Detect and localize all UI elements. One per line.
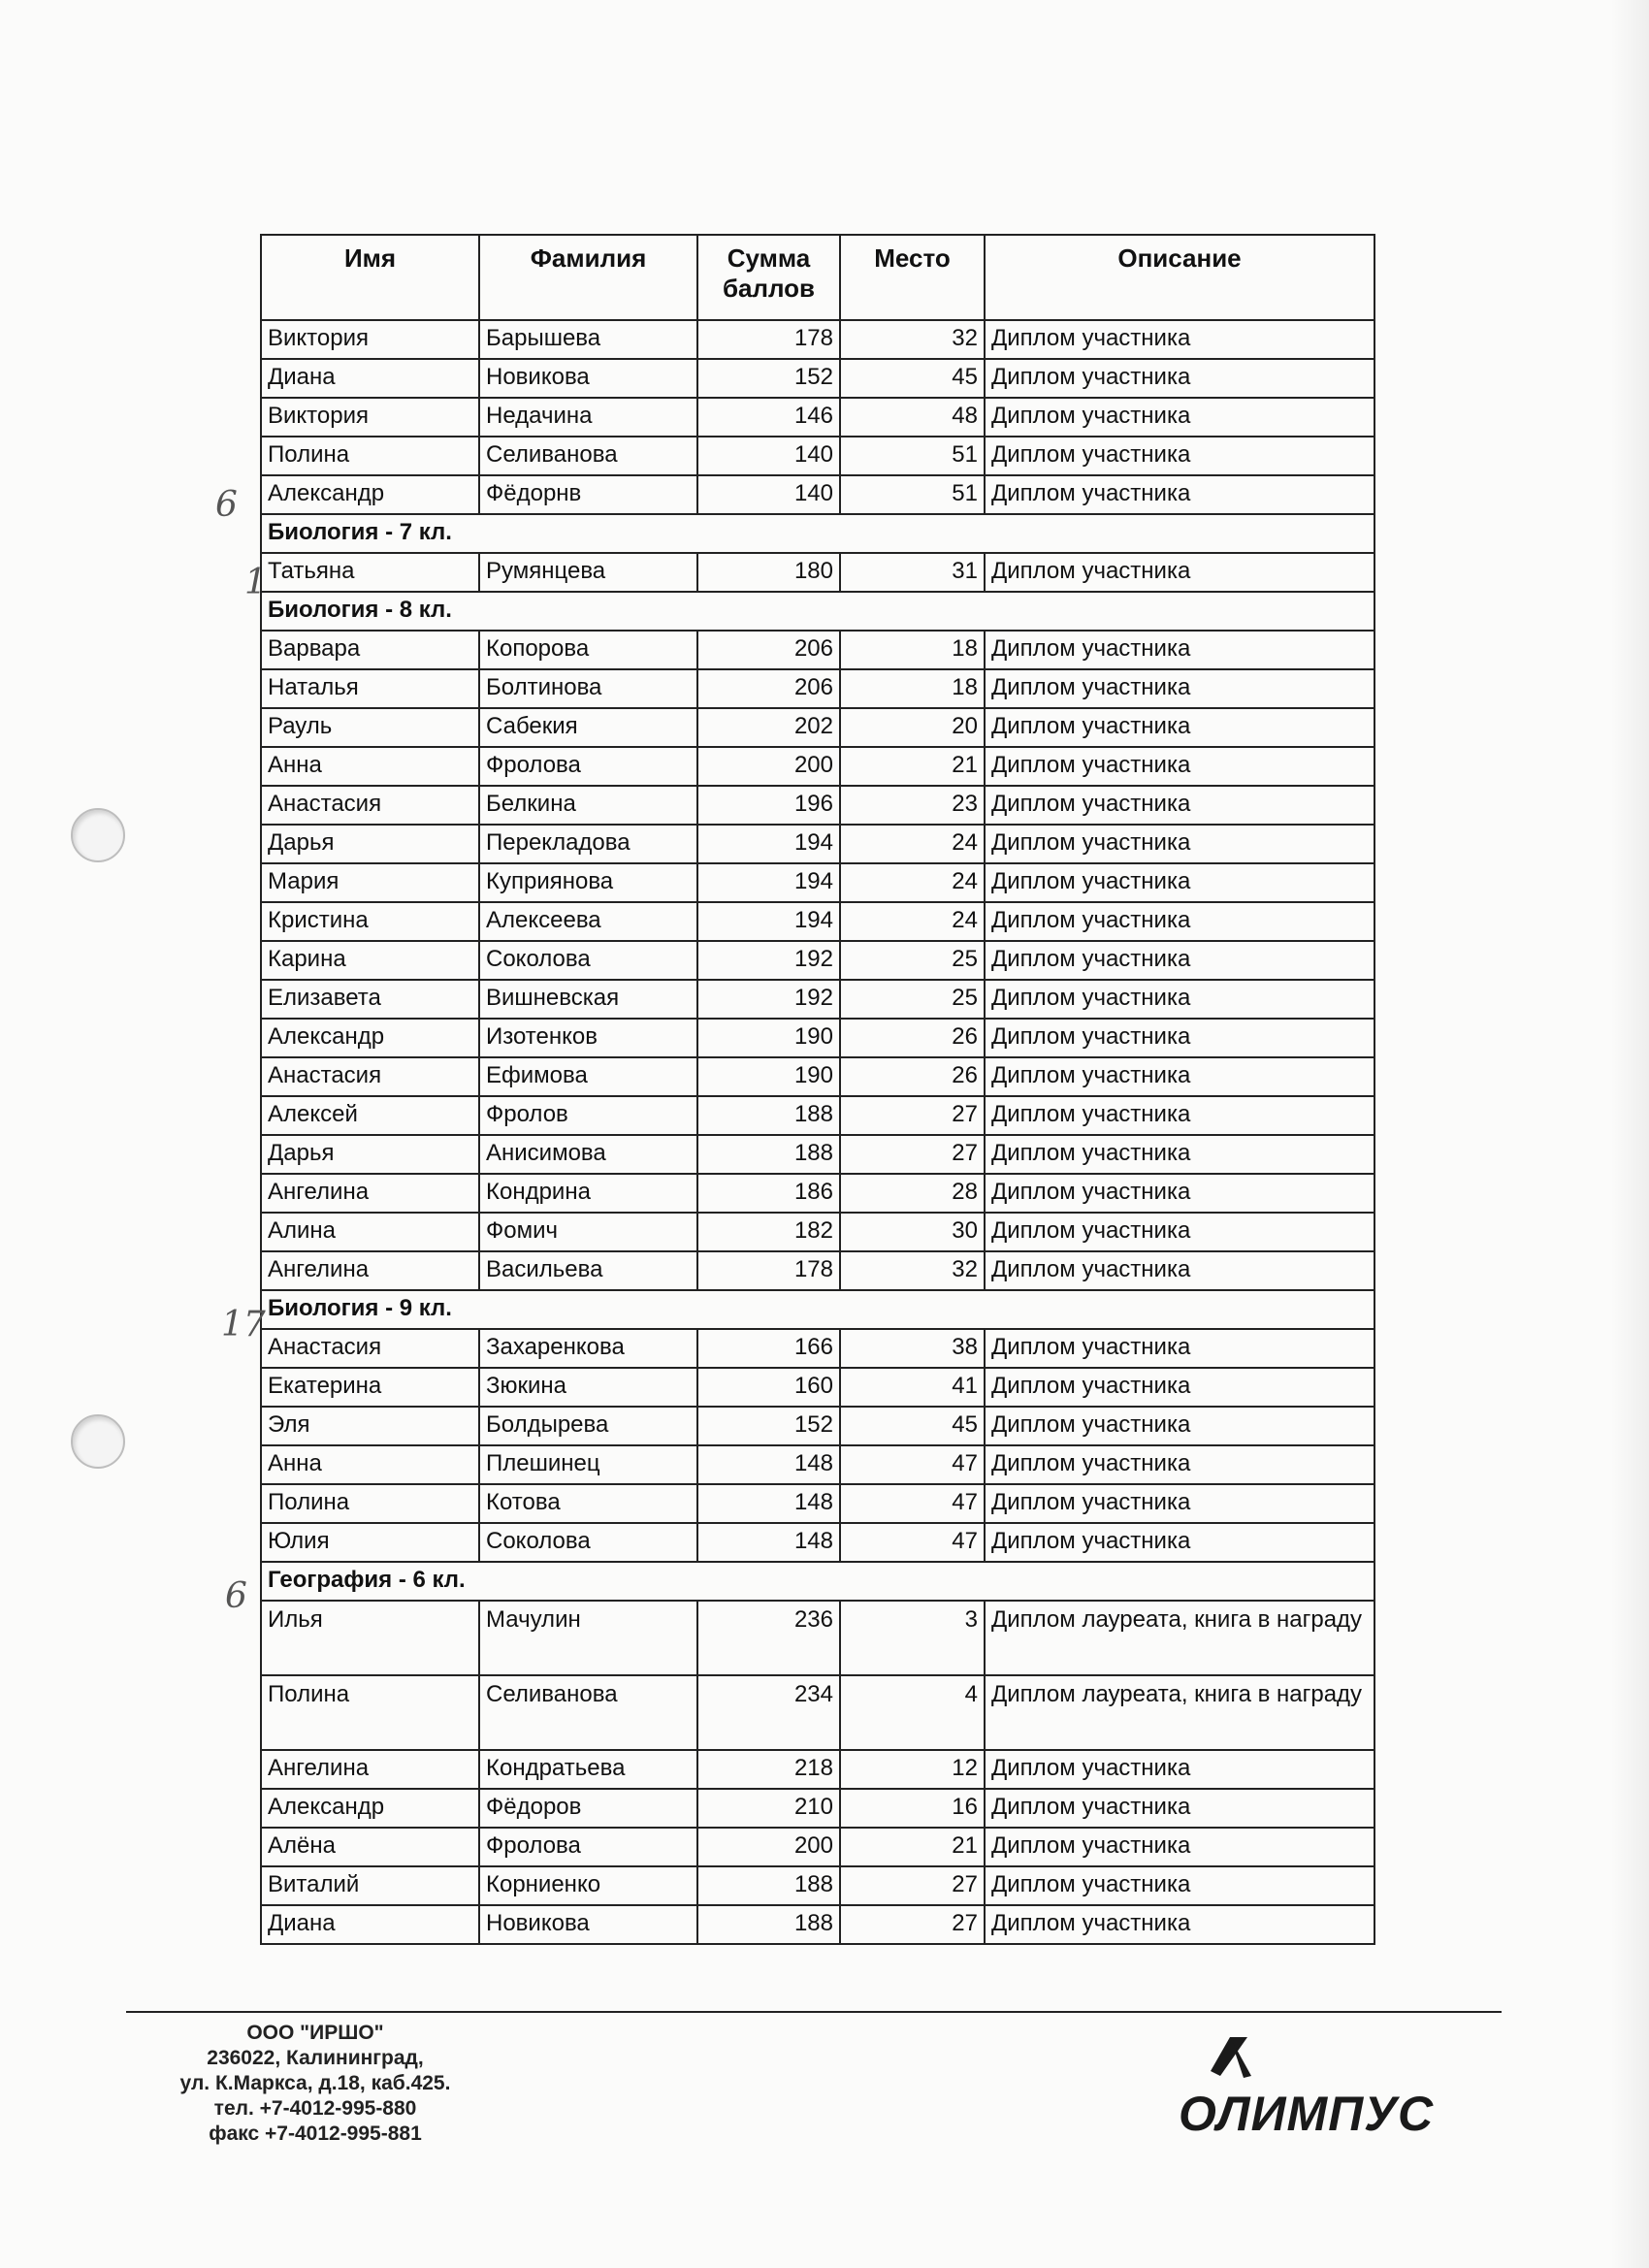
cell-description: Диплом участника (985, 1750, 1374, 1789)
cell-name: Алёна (261, 1828, 479, 1866)
cell-place: 45 (840, 359, 985, 398)
cell-place: 4 (840, 1675, 985, 1750)
cell-name: Варвара (261, 631, 479, 669)
handwritten-mark: 1 (244, 563, 267, 602)
cell-name: Полина (261, 1484, 479, 1523)
cell-place: 25 (840, 980, 985, 1019)
table-row (261, 825, 1374, 863)
cell-description: Диплом участника (985, 1445, 1374, 1484)
cell-description: Диплом лауреата, книга в награду (985, 1601, 1374, 1675)
punch-hole (71, 1414, 125, 1469)
cell-place: 48 (840, 398, 985, 437)
cell-surname: Плешинец (479, 1445, 697, 1484)
cell-place: 3 (840, 1601, 985, 1675)
cell-place: 24 (840, 902, 985, 941)
cell-place: 38 (840, 1329, 985, 1368)
cell-surname: Мачулин (479, 1601, 697, 1675)
cell-score: 152 (697, 359, 840, 398)
table-row (261, 980, 1374, 1019)
cell-score: 148 (697, 1523, 840, 1562)
section-title: Биология - 9 кл. (261, 1290, 1374, 1329)
cell-description: Диплом участника (985, 1135, 1374, 1174)
cell-place: 31 (840, 553, 985, 592)
header-place: Место (840, 235, 985, 320)
cell-surname: Белкина (479, 786, 697, 825)
section-row (261, 1562, 1374, 1601)
cell-score: 140 (697, 437, 840, 475)
table-row (261, 631, 1374, 669)
cell-name: Александр (261, 1789, 479, 1828)
cell-description: Диплом участника (985, 437, 1374, 475)
cell-surname: Соколова (479, 1523, 697, 1562)
cell-place: 28 (840, 1174, 985, 1213)
cell-description: Диплом участника (985, 1096, 1374, 1135)
cell-surname: Румянцева (479, 553, 697, 592)
company-address: ул. К.Маркса, д.18, каб.425. (179, 2072, 451, 2094)
footer-divider (126, 2011, 1502, 2013)
cell-place: 47 (840, 1445, 985, 1484)
cell-place: 27 (840, 1866, 985, 1905)
cell-name: Илья (261, 1601, 479, 1675)
cell-name: Дарья (261, 1135, 479, 1174)
cell-surname: Анисимова (479, 1135, 697, 1174)
cell-description: Диплом участника (985, 1484, 1374, 1523)
section-row (261, 592, 1374, 631)
table-row (261, 1251, 1374, 1290)
table-header-row (261, 235, 1374, 320)
cell-description: Диплом участника (985, 786, 1374, 825)
header-name: Имя (261, 235, 479, 320)
section-title: Биология - 8 кл. (261, 592, 1374, 631)
cell-surname: Корниенко (479, 1866, 697, 1905)
cell-surname: Куприянова (479, 863, 697, 902)
cell-description: Диплом участника (985, 669, 1374, 708)
cell-description: Диплом участника (985, 902, 1374, 941)
cell-place: 30 (840, 1213, 985, 1251)
table-row (261, 1057, 1374, 1096)
results-table (260, 234, 1375, 1945)
cell-surname: Фомич (479, 1213, 697, 1251)
table-row (261, 902, 1374, 941)
cell-description: Диплом лауреата, книга в награду (985, 1675, 1374, 1750)
table-row (261, 1675, 1374, 1750)
cell-description: Диплом участника (985, 980, 1374, 1019)
cell-place: 12 (840, 1750, 985, 1789)
table-row (261, 1213, 1374, 1251)
cell-score: 140 (697, 475, 840, 514)
cell-surname: Болтинова (479, 669, 697, 708)
table-row (261, 1601, 1374, 1675)
section-row (261, 514, 1374, 553)
cell-place: 16 (840, 1789, 985, 1828)
company-info (131, 2021, 500, 2147)
cell-place: 47 (840, 1484, 985, 1523)
table-row (261, 398, 1374, 437)
cell-name: Наталья (261, 669, 479, 708)
table-row (261, 1523, 1374, 1562)
cell-name: Эля (261, 1407, 479, 1445)
cell-score: 178 (697, 1251, 840, 1290)
cell-surname: Кондрина (479, 1174, 697, 1213)
results-body (261, 320, 1374, 1944)
cell-surname: Недачина (479, 398, 697, 437)
cell-surname: Соколова (479, 941, 697, 980)
cell-name: Елизавета (261, 980, 479, 1019)
cell-name: Карина (261, 941, 479, 980)
cell-description: Диплом участника (985, 1329, 1374, 1368)
cell-score: 186 (697, 1174, 840, 1213)
cell-place: 21 (840, 747, 985, 786)
cell-name: Александр (261, 475, 479, 514)
cell-score: 188 (697, 1135, 840, 1174)
cell-score: 188 (697, 1096, 840, 1135)
cell-surname: Изотенков (479, 1019, 697, 1057)
cell-name: Юлия (261, 1523, 479, 1562)
table-row (261, 1019, 1374, 1057)
cell-score: 202 (697, 708, 840, 747)
table-row (261, 437, 1374, 475)
cell-score: 236 (697, 1601, 840, 1675)
cell-score: 148 (697, 1484, 840, 1523)
table-row (261, 863, 1374, 902)
cell-score: 152 (697, 1407, 840, 1445)
cell-surname: Барышева (479, 320, 697, 359)
cell-place: 27 (840, 1905, 985, 1944)
cell-name: Кристина (261, 902, 479, 941)
cell-description: Диплом участника (985, 825, 1374, 863)
cell-place: 41 (840, 1368, 985, 1407)
cell-place: 27 (840, 1096, 985, 1135)
cell-description: Диплом участника (985, 1866, 1374, 1905)
cell-place: 32 (840, 320, 985, 359)
cell-score: 178 (697, 320, 840, 359)
table-row (261, 1866, 1374, 1905)
cell-description: Диплом участника (985, 747, 1374, 786)
cell-score: 206 (697, 669, 840, 708)
cell-name: Мария (261, 863, 479, 902)
table-row (261, 1789, 1374, 1828)
table-row (261, 1368, 1374, 1407)
cell-surname: Новикова (479, 1905, 697, 1944)
cell-place: 25 (840, 941, 985, 980)
punch-hole (71, 808, 125, 862)
cell-description: Диплом участника (985, 553, 1374, 592)
cell-description: Диплом участника (985, 1174, 1374, 1213)
cell-name: Анна (261, 1445, 479, 1484)
cell-name: Полина (261, 437, 479, 475)
table-row (261, 359, 1374, 398)
table-row (261, 941, 1374, 980)
cell-name: Виталий (261, 1866, 479, 1905)
cell-score: 210 (697, 1789, 840, 1828)
table-row (261, 1445, 1374, 1484)
table-row (261, 1174, 1374, 1213)
cell-description: Диплом участника (985, 1905, 1374, 1944)
cell-description: Диплом участника (985, 863, 1374, 902)
company-city: 236022, Калининград, (207, 2047, 424, 2069)
cell-score: 196 (697, 786, 840, 825)
cell-place: 24 (840, 863, 985, 902)
cell-place: 27 (840, 1135, 985, 1174)
cell-surname: Алексеева (479, 902, 697, 941)
cell-description: Диплом участника (985, 941, 1374, 980)
cell-place: 23 (840, 786, 985, 825)
cell-description: Диплом участника (985, 1251, 1374, 1290)
cell-score: 194 (697, 863, 840, 902)
cell-score: 218 (697, 1750, 840, 1789)
table-row (261, 786, 1374, 825)
cell-name: Виктория (261, 320, 479, 359)
section-title: Биология - 7 кл. (261, 514, 1374, 553)
table-row (261, 1905, 1374, 1944)
cell-surname: Перекладова (479, 825, 697, 863)
cell-description: Диплом участника (985, 708, 1374, 747)
cell-description: Диплом участника (985, 1828, 1374, 1866)
table-row (261, 1407, 1374, 1445)
company-name: ООО "ИРШО" (246, 2022, 384, 2044)
cell-name: Александр (261, 1019, 479, 1057)
cell-score: 188 (697, 1866, 840, 1905)
table-row (261, 320, 1374, 359)
cell-place: 47 (840, 1523, 985, 1562)
header-score: Сумма баллов (697, 235, 840, 320)
table-row (261, 475, 1374, 514)
table-row (261, 708, 1374, 747)
cell-surname: Ефимова (479, 1057, 697, 1096)
cell-score: 160 (697, 1368, 840, 1407)
table-row (261, 1750, 1374, 1789)
handwritten-mark: 6 (225, 1576, 247, 1616)
cell-name: Ангелина (261, 1251, 479, 1290)
cell-name: Ангелина (261, 1750, 479, 1789)
cell-description: Диплом участника (985, 1789, 1374, 1828)
cell-score: 180 (697, 553, 840, 592)
cell-surname: Котова (479, 1484, 697, 1523)
table-row (261, 1329, 1374, 1368)
cell-description: Диплом участника (985, 1213, 1374, 1251)
cell-description: Диплом участника (985, 1368, 1374, 1407)
table-row (261, 1828, 1374, 1866)
cell-surname: Новикова (479, 359, 697, 398)
section-title: География - 6 кл. (261, 1562, 1374, 1601)
section-row (261, 1290, 1374, 1329)
cell-place: 51 (840, 437, 985, 475)
table-row (261, 747, 1374, 786)
cell-description: Диплом участника (985, 1019, 1374, 1057)
cell-name: Татьяна (261, 553, 479, 592)
cell-place: 21 (840, 1828, 985, 1866)
cell-place: 32 (840, 1251, 985, 1290)
cell-score: 200 (697, 747, 840, 786)
cell-name: Диана (261, 1905, 479, 1944)
cell-score: 192 (697, 941, 840, 980)
table-row (261, 553, 1374, 592)
cell-score: 234 (697, 1675, 840, 1750)
cell-name: Анастасия (261, 1329, 479, 1368)
cell-place: 26 (840, 1057, 985, 1096)
cell-name: Анастасия (261, 1057, 479, 1096)
company-phone: тел. +7-4012-995-880 (213, 2097, 417, 2120)
cell-description: Диплом участника (985, 1523, 1374, 1562)
cell-score: 192 (697, 980, 840, 1019)
cell-name: Дарья (261, 825, 479, 863)
table-row (261, 1484, 1374, 1523)
cell-name: Диана (261, 359, 479, 398)
cell-surname: Фролова (479, 747, 697, 786)
handwritten-mark: 17 (221, 1305, 266, 1345)
cell-place: 18 (840, 669, 985, 708)
cell-score: 194 (697, 825, 840, 863)
cell-name: Рауль (261, 708, 479, 747)
cell-surname: Болдырева (479, 1407, 697, 1445)
header-description: Описание (985, 235, 1374, 320)
cell-score: 200 (697, 1828, 840, 1866)
cell-place: 26 (840, 1019, 985, 1057)
cell-description: Диплом участника (985, 1057, 1374, 1096)
cell-description: Диплом участника (985, 631, 1374, 669)
cell-score: 194 (697, 902, 840, 941)
cell-surname: Зюкина (479, 1368, 697, 1407)
cell-surname: Кондратьева (479, 1750, 697, 1789)
cell-score: 146 (697, 398, 840, 437)
cell-surname: Фролов (479, 1096, 697, 1135)
handwritten-mark: 6 (215, 485, 238, 525)
cell-place: 51 (840, 475, 985, 514)
results-table-container (260, 234, 1374, 1945)
cell-surname: Фёдорнв (479, 475, 697, 514)
cell-name: Анна (261, 747, 479, 786)
cell-place: 24 (840, 825, 985, 863)
page-edge-shadow (1610, 0, 1649, 2268)
cell-surname: Васильева (479, 1251, 697, 1290)
cell-score: 188 (697, 1905, 840, 1944)
cell-surname: Копорова (479, 631, 697, 669)
cell-name: Екатерина (261, 1368, 479, 1407)
cell-place: 45 (840, 1407, 985, 1445)
cell-score: 148 (697, 1445, 840, 1484)
cell-description: Диплом участника (985, 359, 1374, 398)
cell-name: Полина (261, 1675, 479, 1750)
table-row (261, 1135, 1374, 1174)
cell-description: Диплом участника (985, 1407, 1374, 1445)
table-row (261, 669, 1374, 708)
cell-surname: Фролова (479, 1828, 697, 1866)
cell-score: 190 (697, 1019, 840, 1057)
cell-score: 182 (697, 1213, 840, 1251)
cell-place: 20 (840, 708, 985, 747)
cell-surname: Фёдоров (479, 1789, 697, 1828)
cell-description: Диплом участника (985, 320, 1374, 359)
cell-surname: Вишневская (479, 980, 697, 1019)
cell-place: 18 (840, 631, 985, 669)
cell-score: 206 (697, 631, 840, 669)
cell-name: Ангелина (261, 1174, 479, 1213)
company-fax: факс +7-4012-995-881 (209, 2122, 422, 2145)
cell-surname: Селиванова (479, 1675, 697, 1750)
cell-description: Диплом участника (985, 398, 1374, 437)
table-row (261, 1096, 1374, 1135)
cell-name: Алина (261, 1213, 479, 1251)
cell-score: 190 (697, 1057, 840, 1096)
cell-score: 166 (697, 1329, 840, 1368)
cell-description: Диплом участника (985, 475, 1374, 514)
cell-surname: Селиванова (479, 437, 697, 475)
cell-name: Анастасия (261, 786, 479, 825)
cell-name: Алексей (261, 1096, 479, 1135)
cell-name: Виктория (261, 398, 479, 437)
cell-surname: Захаренкова (479, 1329, 697, 1368)
header-surname: Фамилия (479, 235, 697, 320)
cell-surname: Сабекия (479, 708, 697, 747)
logo-text: ОЛИМПУС (1179, 2087, 1435, 2141)
